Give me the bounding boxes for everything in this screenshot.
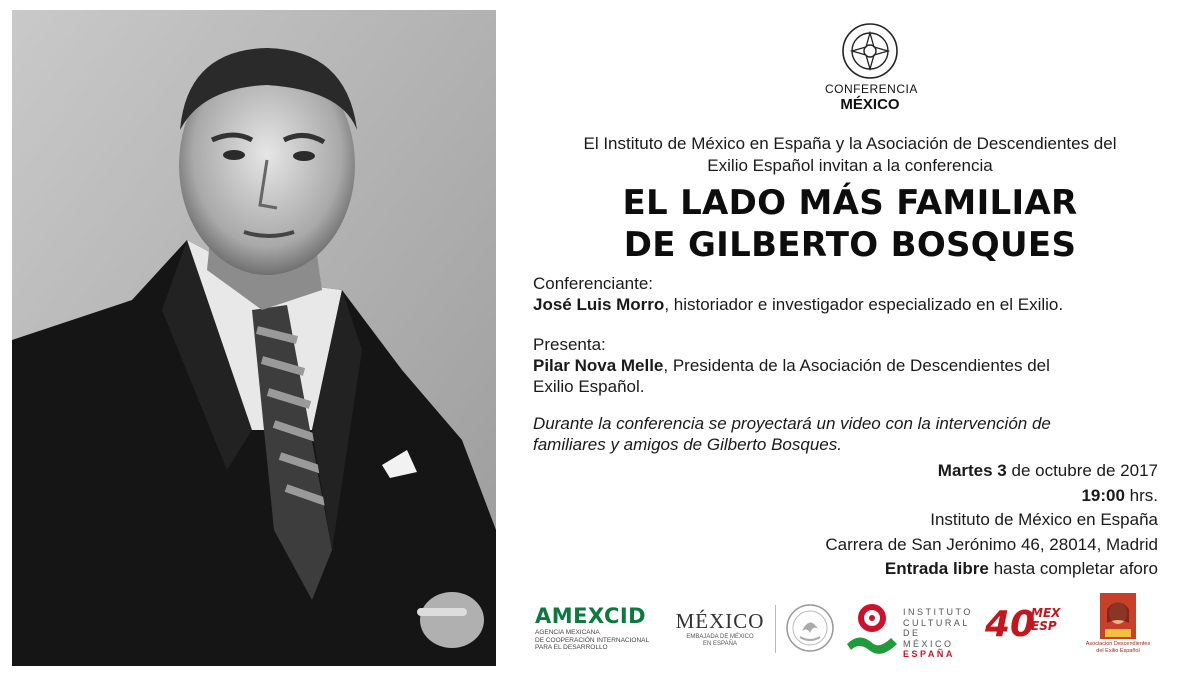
coat-of-arms-logo — [785, 603, 835, 658]
invitation-line-1: El Instituto de México en España y la Asociación de Descendientes del — [583, 134, 1117, 153]
invitation-line-2: Exilio Español invitan a la conferencia — [707, 156, 993, 175]
icm-emblem-icon — [845, 602, 899, 658]
embajada-sub-2: EN ESPAÑA — [703, 641, 737, 647]
note-line-2: familiares y amigos de Gilberto Bosques. — [533, 435, 842, 454]
portrait-illustration — [12, 10, 496, 666]
embajada-wordmark: MÉXICO — [675, 609, 765, 633]
forty-number: 40 — [985, 604, 1036, 645]
speaker-name: José Luis Morro — [533, 295, 665, 314]
presenter-heading: Presenta: — [533, 335, 606, 354]
asociacion-line-1: Asociacion Descendientes — [1085, 641, 1151, 647]
event-date — [825, 459, 1158, 484]
asociacion-line-2: del Exilio Español — [1096, 647, 1140, 654]
icm-line-4: ESPAÑA — [903, 649, 955, 659]
asociacion-text — [1078, 641, 1158, 654]
forty-esp: ESP — [1031, 619, 1057, 633]
icm-line-2: CULTURAL — [903, 617, 970, 628]
presenter-name: Pilar Nova Melle — [533, 356, 664, 375]
event-entry-bold: Entrada libre — [884, 559, 989, 578]
presenter-line — [533, 355, 1173, 376]
amexcid-wordmark: AMEXCID — [535, 604, 647, 628]
title-line-1: EL LADO MÁS FAMILIAR — [622, 183, 1078, 223]
event-time-rest: hrs. — [1124, 485, 1158, 505]
presenter-line-2: Exilio Español. — [533, 377, 645, 396]
invitation-text — [540, 133, 1160, 177]
event-entry-rest: hasta completar aforo — [988, 559, 1158, 578]
asociacion-descendientes-logo — [1078, 593, 1158, 654]
forty-labels — [1031, 607, 1060, 633]
speaker-description: , historiador e investigador especializado en el Exilio. — [664, 295, 1064, 314]
amexcid-subtitle — [535, 629, 660, 652]
instituto-cultural-logo — [845, 602, 975, 662]
event-time — [825, 484, 1158, 509]
event-entry — [825, 557, 1158, 582]
event-title — [540, 182, 1160, 266]
conferencia-mexico-logo — [825, 22, 918, 113]
event-date-bold: Martes 3 — [937, 461, 1007, 480]
icm-line-3: DE MÉXICO — [903, 628, 954, 649]
compass-emblem-icon — [841, 22, 899, 80]
event-time-bold: 19:00 — [1081, 485, 1125, 505]
event-venue: Instituto de México en España — [930, 510, 1158, 529]
coat-of-arms-icon — [785, 603, 835, 653]
presenter-section — [533, 334, 1173, 397]
title-line-2: DE GILBERTO BOSQUES — [623, 225, 1077, 265]
speaker-heading: Conferenciante: — [533, 274, 654, 293]
note-line-1: Durante la conferencia se proyectará un video con la intervención de — [533, 414, 1051, 433]
icm-line-1: INSTITUTO — [903, 607, 973, 617]
event-date-rest: de octubre de 2017 — [1006, 461, 1158, 480]
embajada-sub-1: EMBAJADA DE MÉXICO — [686, 634, 754, 640]
presenter-description: , Presidenta de la Asociación de Descendientes del — [663, 356, 1050, 375]
speaker-line — [533, 294, 1173, 315]
amexcid-sub-1: AGENCIA MEXICANA — [535, 629, 600, 636]
embajada-subtitle — [670, 634, 770, 648]
icm-text — [903, 607, 975, 660]
amexcid-sub-2: DE COOPERACIÓN INTERNACIONAL — [535, 636, 650, 644]
logo-divider — [775, 605, 776, 653]
amexcid-sub-3: PARA EL DESARROLLO — [535, 644, 608, 651]
portrait-photo — [12, 10, 496, 666]
asociacion-emblem-icon — [1100, 593, 1136, 639]
speaker-section — [533, 273, 1173, 315]
event-address: Carrera de San Jerónimo 46, 28014, Madrid — [825, 534, 1158, 554]
embajada-mexico-logo — [670, 610, 770, 648]
logo-line-1: CONFERENCIA — [825, 82, 918, 96]
logo-line-2: MÉXICO — [840, 96, 900, 113]
forty-anniversary-logo — [985, 603, 1065, 653]
video-note — [533, 413, 1173, 455]
invitation-panel — [500, 0, 1200, 675]
event-details — [825, 459, 1158, 582]
forty-mex: MEX — [1031, 606, 1061, 620]
amexcid-logo — [535, 605, 660, 652]
